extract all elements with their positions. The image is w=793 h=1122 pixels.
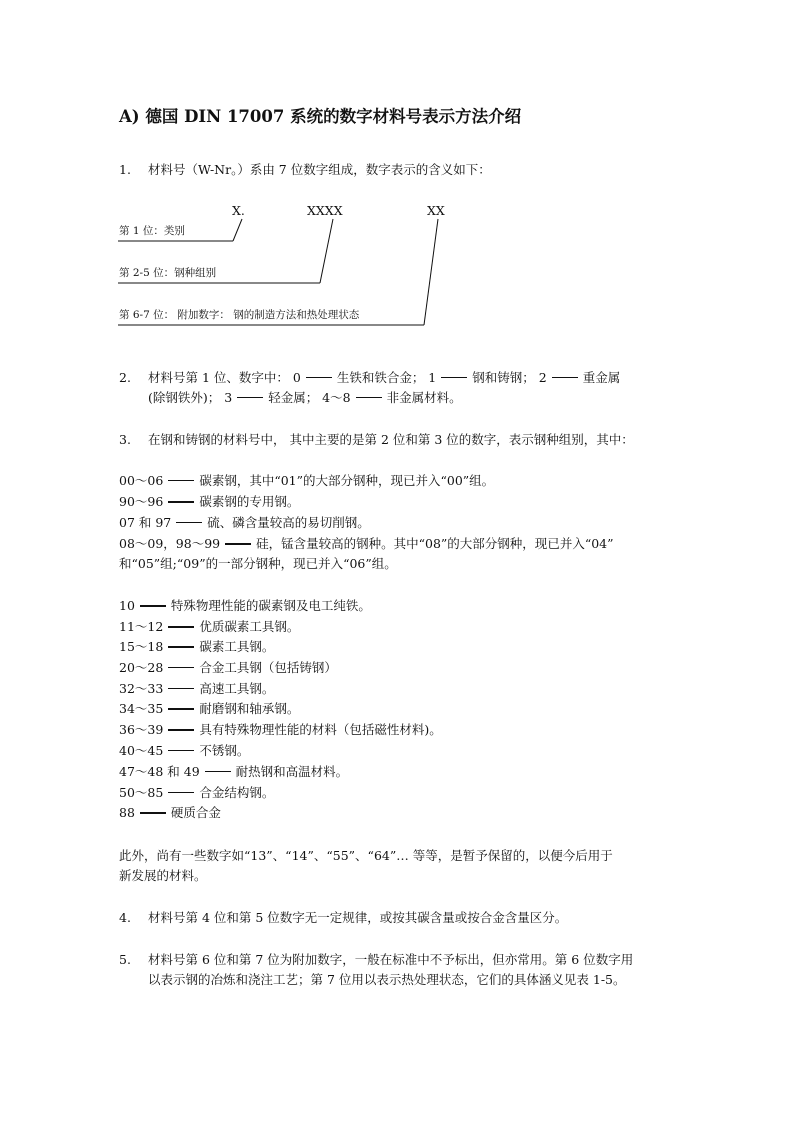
group-row — [119, 764, 348, 780]
dash — [168, 729, 194, 731]
item-5-number: 5. — [119, 952, 131, 967]
note-line-1: 此外，尚有一些数字如“13”、“14”、“55”、“64”… 等等，是暂予保留的，以便今后用于 — [119, 848, 613, 863]
group-desc: 高速工具钢。 — [199, 681, 275, 696]
group-desc: 硫、磷含量较高的易切削钢。 — [207, 515, 370, 530]
group-row — [119, 743, 249, 759]
dash — [168, 480, 194, 481]
group-desc: 碳素钢，其中“01”的大部分钢种，现已并入“00”组。 — [199, 473, 495, 488]
group-desc: 合金结构钢。 — [199, 785, 275, 800]
group-row — [119, 598, 371, 614]
group-row — [119, 473, 494, 489]
group-row — [119, 639, 274, 655]
item-2-part-c: 钢和铸钢； 2 — [472, 370, 547, 385]
document-title: A) 德国 DIN 17007 系统的数字材料号表示方法介绍 — [119, 107, 522, 126]
dash — [168, 626, 194, 628]
group-code: 90～96 — [119, 494, 164, 509]
item-3-number: 3. — [119, 432, 131, 447]
dash — [176, 522, 202, 523]
group-row — [119, 660, 337, 676]
group-code: 40～45 — [119, 743, 164, 758]
group-desc: 碳素工具钢。 — [199, 639, 275, 654]
group-desc: 具有特殊物理性能的材料（包括磁性材料)。 — [199, 722, 442, 737]
group-row — [119, 722, 442, 738]
code-xxxx: XXXX — [307, 203, 343, 218]
group-desc: 不锈钢。 — [199, 743, 250, 758]
dash — [140, 605, 166, 607]
item-2-part-f: 轻金属； 4～8 — [268, 390, 351, 405]
group-code: 34～35 — [119, 701, 164, 716]
group-row — [119, 805, 221, 821]
group-code: 88 — [119, 805, 135, 820]
dash — [168, 750, 194, 751]
group-row — [119, 494, 299, 510]
group-row — [119, 681, 274, 697]
diagram-label-3: 第 6-7 位： 附加数字： 钢的制造方法和热处理状态 — [119, 309, 360, 321]
connector-2 — [320, 219, 333, 283]
item-1-number: 1. — [119, 162, 131, 177]
dash — [552, 377, 578, 378]
group-code: 15～18 — [119, 639, 164, 654]
dash — [140, 812, 166, 814]
code-x: X. — [232, 203, 245, 218]
group-code: 36～39 — [119, 722, 164, 737]
item-2-part-a: 材料号第 1 位、数字中： 0 — [148, 370, 301, 385]
dash — [237, 397, 263, 398]
group-row — [119, 515, 370, 531]
dash — [356, 397, 382, 398]
group-row — [119, 619, 299, 635]
group-row — [119, 536, 614, 552]
group-row — [119, 701, 299, 717]
dash — [168, 792, 194, 793]
dash — [306, 377, 332, 378]
dash — [168, 708, 194, 710]
group-code: 50～85 — [119, 785, 164, 800]
group-row — [119, 785, 274, 801]
dash — [441, 377, 467, 378]
group-desc: 合金工具钢（包括铸钢） — [199, 660, 337, 675]
group-desc: 特殊物理性能的碳素钢及电工纯铁。 — [170, 598, 371, 613]
item-2-line-1 — [148, 370, 620, 386]
group-code: 10 — [119, 598, 135, 613]
group-desc: 优质碳素工具钢。 — [199, 619, 300, 634]
item-5-line-2: 以表示钢的冶炼和浇注工艺；第 7 位用以表示热处理状态，它们的具体涵义见表 1-5。 — [148, 972, 626, 987]
group-code: 07 和 97 — [119, 515, 172, 530]
item-3-text: 在钢和铸钢的材料号中， 其中主要的是第 2 位和第 3 位的数字，表示钢种组别，其中： — [148, 432, 634, 447]
group-code: 11～12 — [119, 619, 164, 634]
diagram-label-1: 第 1 位：类别 — [119, 225, 185, 237]
item-1-text: 材料号（W-Nr。）系由 7 位数字组成，数字表示的含义如下： — [148, 162, 491, 177]
group-code: 20～28 — [119, 660, 164, 675]
group-code: 08～09，98～99 — [119, 536, 221, 551]
dash — [225, 543, 251, 545]
item-2-part-e: (除钢铁外)； 3 — [148, 390, 233, 405]
dash — [168, 667, 194, 668]
group-desc: 耐热钢和高温材料。 — [235, 764, 349, 779]
dash — [168, 688, 194, 689]
item-5-line-1: 材料号第 6 位和第 7 位为附加数字，一般在标准中不予标出，但亦常用。第 6 位数字用 — [148, 952, 634, 967]
diagram-label-2: 第 2-5 位：钢种组别 — [119, 267, 217, 279]
item-4-text: 材料号第 4 位和第 5 位数字无一定规律，或按其碳含量或按合金含量区分。 — [148, 910, 568, 925]
group-code: 00～06 — [119, 473, 164, 488]
item-2-line-2 — [148, 390, 462, 406]
group-code: 47～48 和 49 — [119, 764, 200, 779]
group-desc: 硅，锰含量较高的钢种。其中“08”的大部分钢种，现已并入“04” — [256, 536, 614, 551]
note-line-2: 新发展的材料。 — [119, 868, 207, 883]
item-4-number: 4. — [119, 910, 131, 925]
connector-3 — [424, 219, 438, 325]
item-2-part-d: 重金属 — [582, 370, 621, 385]
item-2-part-b: 生铁和铁合金； 1 — [336, 370, 437, 385]
group-row-continuation: 和“05”组;“09”的一部分钢种，现已并入“06”组。 — [119, 556, 397, 571]
item-2-number: 2. — [119, 370, 131, 385]
dash — [205, 771, 231, 772]
item-2-part-g: 非金属材料。 — [386, 390, 462, 405]
dash — [168, 646, 194, 648]
group-desc: 硬质合金 — [170, 805, 221, 820]
group-code: 32～33 — [119, 681, 164, 696]
group-desc: 耐磨钢和轴承钢。 — [199, 701, 300, 716]
connector-1 — [233, 219, 242, 241]
dash — [168, 501, 194, 503]
code-xx: XX — [427, 203, 445, 218]
group-desc: 碳素钢的专用钢。 — [199, 494, 300, 509]
